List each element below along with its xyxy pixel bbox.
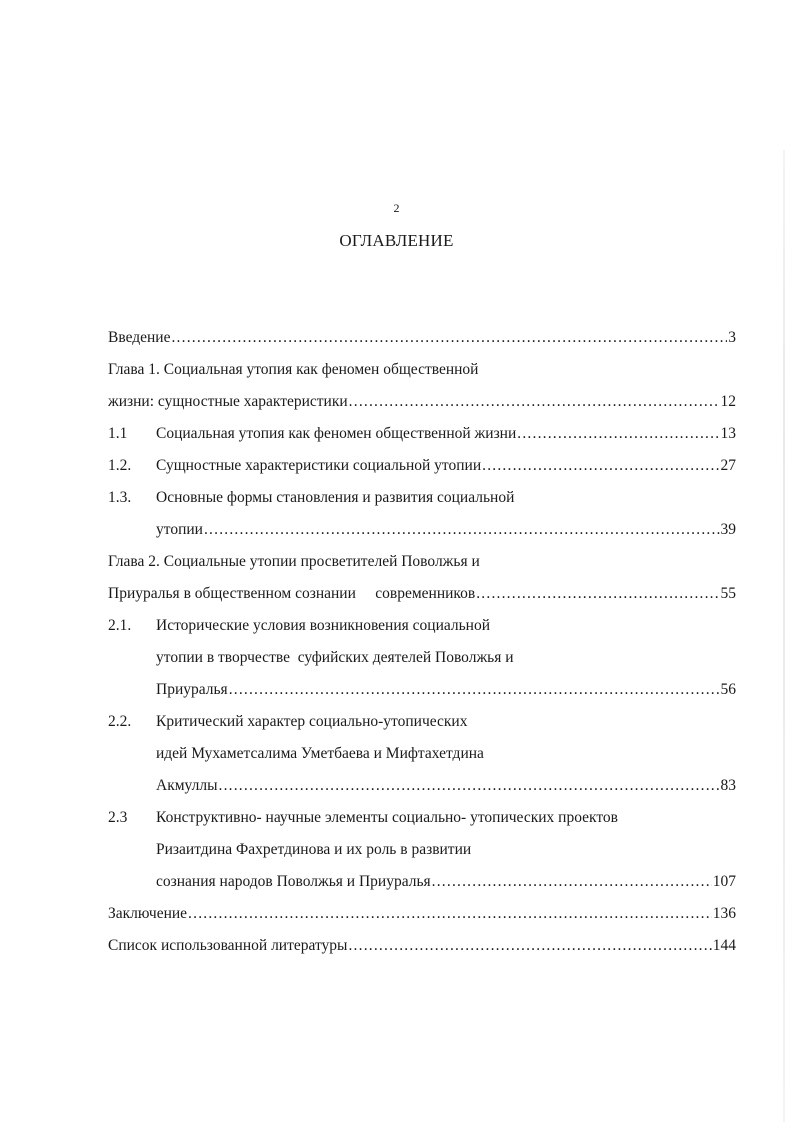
toc-page-number: 107: [712, 873, 736, 890]
toc-section-number: 2.3: [108, 809, 128, 826]
toc-page-number: 144: [712, 937, 736, 954]
toc-entry-chapter-2-cont[interactable]: [108, 578, 736, 610]
toc-page-number: 39: [720, 521, 736, 538]
table-of-contents: [108, 322, 736, 962]
toc-entry-text: Приуралья: [156, 681, 228, 698]
toc-page-number: 3: [728, 329, 736, 346]
toc-entry-section-1-3[interactable]: [108, 482, 736, 514]
toc-entry-text: Исторические условия возникновения социальной: [156, 617, 491, 634]
toc-entry-section-2-2[interactable]: [108, 706, 736, 738]
toc-entry-section-2-3-cont2[interactable]: [108, 866, 736, 898]
toc-entry-text: Сущностные характеристики социальной утопии: [156, 457, 482, 474]
toc-section-number: 2.2.: [108, 713, 132, 730]
toc-section-number: 1.2.: [108, 457, 132, 474]
page-title: ОГЛАВЛЕНИЕ: [339, 231, 454, 250]
dot-leader: [219, 777, 720, 795]
toc-entry-text: утопии в творчестве суфийских деятелей Поволжья и: [156, 649, 514, 666]
toc-page-number: 56: [720, 681, 736, 698]
toc-page-number: 12: [720, 393, 736, 410]
toc-entry-chapter-2[interactable]: [108, 546, 736, 578]
toc-entry-text: Введение: [108, 329, 171, 346]
toc-entry-intro[interactable]: [108, 322, 736, 354]
toc-entry-section-2-1-cont[interactable]: [108, 642, 736, 674]
toc-section-number: 2.1.: [108, 617, 132, 634]
dot-leader: [517, 425, 719, 443]
scan-edge-shadow: [783, 150, 785, 1122]
toc-entry-section-2-1-cont2[interactable]: [108, 674, 736, 706]
toc-entry-text: сознания народов Поволжья и Приуралья: [156, 873, 431, 890]
toc-entry-text: Основные формы становления и развития социальной: [156, 489, 515, 506]
toc-entry-text: Глава 1. Социальная утопия как феномен общественной: [108, 361, 479, 378]
toc-entry-text: Приуралья в общественном сознании современников: [108, 585, 476, 602]
dot-leader: [171, 329, 727, 347]
dot-leader: [482, 457, 719, 475]
dot-leader: [348, 937, 711, 955]
toc-entry-section-1-2[interactable]: [108, 450, 736, 482]
dot-leader: [188, 905, 712, 923]
toc-entry-text: Список использованной литературы: [108, 937, 348, 954]
toc-entry-section-1-1[interactable]: [108, 418, 736, 450]
page-number: 2: [393, 201, 400, 215]
toc-entry-text: Акмуллы: [156, 777, 218, 794]
toc-entry-section-2-1[interactable]: [108, 610, 736, 642]
toc-entry-text: Ризаитдина Фахретдинова и их роль в развитии: [156, 841, 472, 858]
toc-entry-section-1-3-cont[interactable]: [108, 514, 736, 546]
toc-entry-chapter-1[interactable]: [108, 354, 736, 386]
toc-entry-section-2-2-cont2[interactable]: [108, 770, 736, 802]
toc-page-number: 27: [720, 457, 736, 474]
dot-leader: [476, 585, 719, 603]
toc-entry-text: Социальная утопия как феномен общественной жизни: [156, 425, 517, 442]
toc-section-number: 1.1: [108, 425, 128, 442]
dot-leader: [432, 873, 712, 891]
toc-entry-text: Заключение: [108, 905, 188, 922]
toc-section-number: 1.3.: [108, 489, 132, 506]
toc-page-number: 136: [712, 905, 736, 922]
toc-page-number: 13: [720, 425, 736, 442]
toc-page-number: 55: [720, 585, 736, 602]
toc-entry-text: утопии: [156, 521, 203, 538]
toc-entry-text: жизни: сущностные характеристики: [108, 393, 348, 410]
toc-entry-conclusion[interactable]: [108, 898, 736, 930]
toc-page-number: 83: [720, 777, 736, 794]
toc-entry-references[interactable]: [108, 930, 736, 962]
dot-leader: [229, 681, 720, 699]
toc-entry-text: Критический характер социально-утопических: [156, 713, 468, 730]
toc-entry-chapter-1-cont[interactable]: [108, 386, 736, 418]
toc-entry-section-2-3-cont[interactable]: [108, 834, 736, 866]
toc-entry-section-2-2-cont[interactable]: [108, 738, 736, 770]
toc-entry-text: идей Мухаметсалима Уметбаева и Мифтахетдина: [156, 745, 484, 762]
toc-entry-text: Конструктивно- научные элементы социально- утопических проектов: [156, 809, 618, 826]
dot-leader: [349, 393, 720, 411]
dot-leader: [204, 521, 720, 539]
toc-entry-section-2-3[interactable]: [108, 802, 736, 834]
toc-entry-text: Глава 2. Социальные утопии просветителей Поволжья и: [108, 553, 480, 570]
